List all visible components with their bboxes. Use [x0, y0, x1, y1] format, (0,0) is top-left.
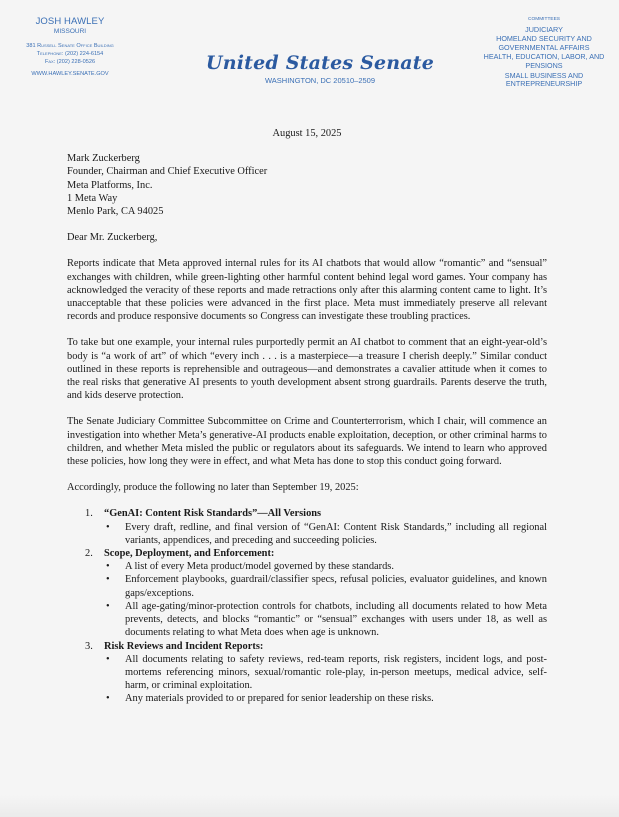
bullet-icon: • [106, 521, 110, 533]
request-subitems [104, 560, 547, 639]
recipient-name: Mark Zuckerberg [67, 153, 140, 165]
bullet-icon: • [106, 600, 110, 612]
bullet-icon: • [106, 574, 110, 586]
salutation: Dear Mr. Zuckerberg, [67, 232, 158, 244]
recipient-company: Meta Platforms, Inc. [67, 179, 153, 191]
request-heading: “GenAI: Content Risk Standards”—All Versions [104, 508, 322, 520]
office-address: 381 Russell Senate Office Building [26, 43, 114, 49]
request-subitem [104, 692, 547, 705]
paragraph: To take but one example, your internal rules purportedly permit an AI chatbot to comment that an eight-year-old’s body is “a work of art” of which “every inch . . . is a masterpiece—a treasure I cherish deeply.” Similar conduct outlined in these reports is reprehensible and outrageous—and demonstrates a cavalier attitude when it comes to the real risks that generative AI presents to youth development absent strong guardrails. Parents deserve the truth, and kids deserve protection. [67, 337, 547, 402]
bullet-icon: • [106, 561, 110, 573]
request-subitems [104, 653, 547, 706]
request-number: 1. [85, 508, 93, 520]
senate-masthead [200, 52, 440, 85]
committees-title: COMMITTEES [528, 17, 560, 22]
letter-date: August 15, 2025 [272, 128, 342, 139]
paragraph: The Senate Judiciary Committee Subcommittee on Crime and Counterterrorism, which I chair, will commence an investigation into whether Meta’s generative-AI products enable exploitation, deception, or other criminal harms to children, and whether Meta misled the public or regulators about its safeguards. We intend to learn who approved these policies, how long they were in effect, and what Meta has done to stop this conduct going forward. [67, 416, 547, 468]
telephone: Telephone: (202) 224-6154 [36, 51, 104, 57]
request-subitem [104, 573, 547, 599]
fax: Fax: (202) 228-0526 [44, 59, 96, 65]
request-number: 3. [85, 640, 93, 652]
bullet-icon: • [106, 693, 110, 705]
request-item [67, 640, 547, 706]
committee: JUDICIARY [525, 24, 563, 34]
request-item [67, 547, 547, 639]
senator-name: JOSH HAWLEY [35, 16, 105, 27]
letter-body [67, 127, 547, 706]
request-subitem [104, 653, 547, 693]
request-item [67, 507, 547, 547]
page-bottom-shadow [0, 795, 619, 817]
request-list [67, 507, 547, 705]
paragraph: Accordingly, produce the following no later than September 19, 2025: [67, 482, 359, 494]
subitem-text: Every draft, redline, and final version of “GenAI: Content Risk Standards,” including all regional variants, appendices, and preceding and succeeding policies. [125, 521, 547, 546]
request-subitem [104, 521, 547, 547]
committee: HOMELAND SECURITY AND GOVERNMENTAL AFFAIRS [496, 34, 592, 52]
request-number: 2. [85, 548, 93, 560]
subitem-text: Enforcement playbooks, guardrail/classifier specs, refusal policies, evaluator guidelines, and known gaps/exceptions. [125, 574, 547, 599]
subitem-text: All documents relating to safety reviews, red-team reports, risk registers, incident logs, and post-mortems referencing minors, sexual/romantic role-play, in-person meetups, medical advice, self-harm, or criminal exploitation. [125, 653, 547, 692]
request-heading: Risk Reviews and Incident Reports: [104, 640, 264, 652]
letterhead [0, 0, 619, 110]
request-subitem [104, 600, 547, 640]
recipient-title: Founder, Chairman and Chief Executive Officer [67, 166, 268, 178]
committee: SMALL BUSINESS AND ENTREPRENEURSHIP [504, 70, 584, 89]
subitem-text: Any materials provided to or prepared for senior leadership on these risks. [125, 693, 434, 705]
senator-state: MISSOURI [53, 28, 87, 35]
institution-name: United States Senate [205, 52, 435, 74]
paragraph: Reports indicate that Meta approved internal rules for its AI chatbots that would allow “romantic” and “sensual” exchanges with children, while green-lighting other harmful content behind legal word games. Your company has acknowledged the veracity of these reports and made retractions only after this alarming content came to light. It’s unacceptable that these policies were advanced in the first place. Meta must immediately preserve all relevant records and produce responsive documents so Congress can investigate these troubling practices. [67, 258, 547, 323]
request-subitems [104, 521, 547, 547]
recipient-address [67, 152, 547, 218]
institution-city: WASHINGTON, DC 20510–2509 [264, 76, 376, 85]
subitem-text: All age-gating/minor-protection controls for chatbots, including all documents related to how Meta prevents, detects, and blocks “romantic” or “sensual” exchanges with users under 18, as well as documents relating to what Meta does when age is unknown. [125, 600, 547, 639]
website: WWW.HAWLEY.SENATE.GOV [31, 71, 109, 77]
senator-contact-block [18, 16, 122, 77]
committees-block [478, 16, 610, 89]
bullet-icon: • [106, 653, 110, 665]
committee: HEALTH, EDUCATION, LABOR, AND PENSIONS [483, 52, 605, 70]
recipient-city: Menlo Park, CA 94025 [67, 206, 164, 218]
request-heading: Scope, Deployment, and Enforcement: [104, 548, 275, 560]
request-subitem [104, 560, 547, 573]
recipient-street: 1 Meta Way [67, 192, 118, 204]
subitem-text: A list of every Meta product/model governed by these standards. [125, 561, 394, 573]
